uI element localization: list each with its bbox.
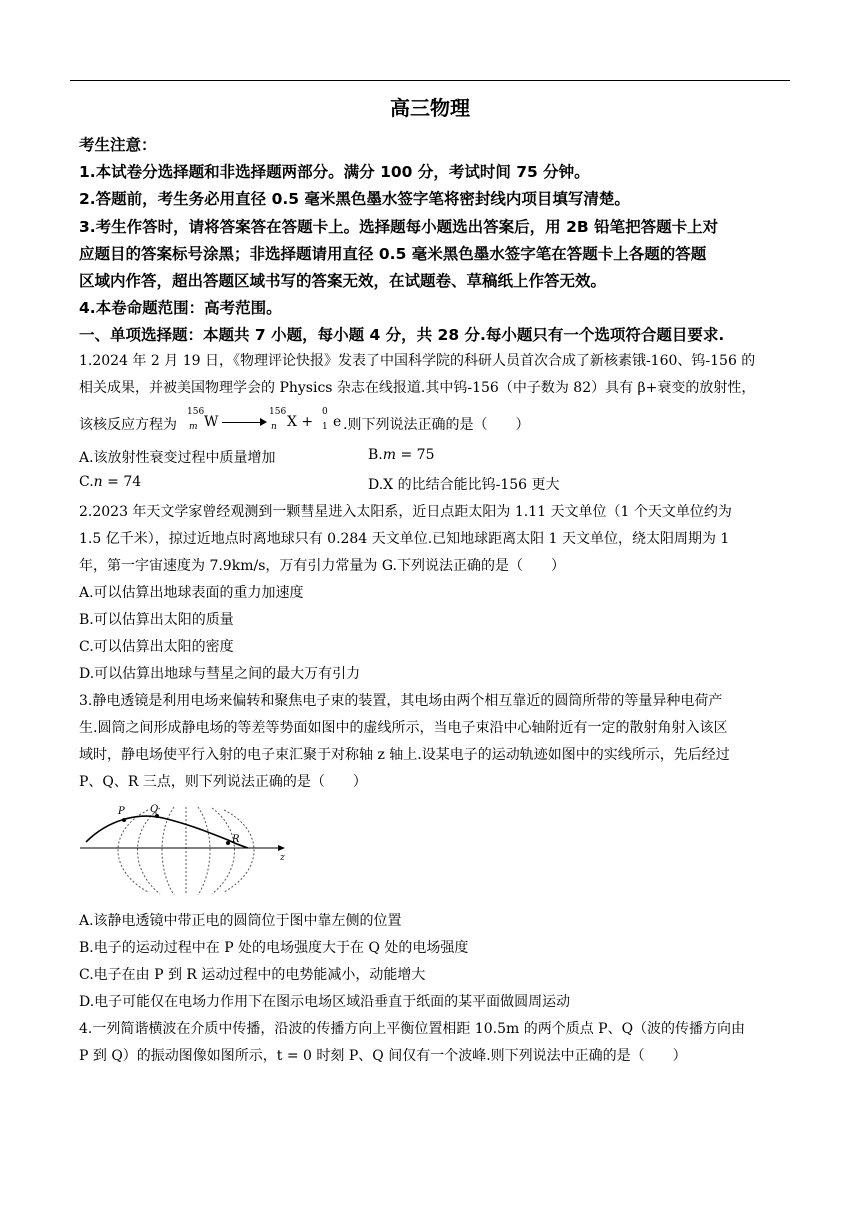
option-d: D.X 的比结合能比钨-156 更大 (368, 477, 560, 493)
question-text: 域时，静电场使平行入射的电子束汇聚于对称轴 z 轴上.设某电子的运动轨迹如图中的实线所示，先后经过 (79, 747, 730, 763)
header-rule (70, 80, 790, 81)
mass-number: 0 (322, 407, 328, 417)
question-text: 3.静电透镜是利用电场来偏转和聚焦电子束的装置，其电场由两个相互靠近的圆筒所带的等量异种电荷产 (79, 693, 723, 709)
atomic-number: 1 (322, 422, 328, 432)
point-r-marker (226, 841, 230, 845)
label-p: P (118, 806, 125, 817)
option-b: B.可以估算出太阳的质量 (79, 612, 234, 628)
label-q: Q (150, 804, 159, 815)
question-text: 年，第一宇宙速度为 7.9km/s，万有引力常量为 G.下列说法正确的是（ ） (79, 558, 565, 574)
notice-item: 区域内作答，超出答题区域书写的答案无效，在试题卷、草稿纸上作答无效。 (79, 272, 607, 290)
page-title: 高三物理 (390, 96, 470, 120)
equation-suffix: .则下列说法正确的是（ ） (343, 417, 530, 433)
option-c: C.电子在由 P 到 R 运动过程中的电势能减小，动能增大 (79, 967, 426, 983)
option-a: A.该放射性衰变过程中质量增加 (79, 450, 276, 466)
section-heading: 一、单项选择题：本题共 7 小题，每小题 4 分，共 28 分.每小题只有一个选项符合题目要求. (79, 326, 725, 344)
option-a: A.可以估算出地球表面的重力加速度 (79, 585, 304, 601)
question-text: P 到 Q）的振动图像如图所示，t = 0 时刻 P、Q 间仅有一个波峰.则下列说法中正确的是（ ） (79, 1048, 687, 1064)
mass-number: 156 (187, 407, 205, 417)
z-axis-arrow-icon (278, 845, 285, 851)
label-z: z (280, 853, 285, 863)
electron-trajectory (86, 816, 248, 848)
element-symbol: e (333, 414, 342, 430)
electrostatic-lens-figure (78, 800, 298, 900)
option-c: C.可以估算出太阳的密度 (79, 639, 234, 655)
question-text: 1.5 亿千米），掠过近地点时离地球只有 0.284 天文单位.已知地球距离太阳 1 天文单位，绕太阳周期为 1 (79, 531, 730, 547)
element-symbol: W (204, 414, 219, 430)
atomic-number: n (271, 422, 277, 432)
notice-item: 4.本卷命题范围：高考范围。 (79, 299, 282, 317)
question-text: P、Q、R 三点，则下列说法正确的是（ ） (79, 774, 367, 790)
mass-number: 156 (269, 407, 287, 417)
option-b: B.电子的运动过程中在 P 处的电场强度大于在 Q 处的电场强度 (79, 940, 469, 956)
notice-item: 2.答题前，考生务必用直径 0.5 毫米黑色墨水签字笔将密封线内项目填写清楚。 (79, 190, 630, 208)
reaction-arrow (222, 422, 262, 423)
notice-heading: 考生注意： (79, 136, 157, 154)
notice-item: 3.考生作答时，请将答案答在答题卡上。选择题每小题选出答案后，用 2B 铅笔把答题卡上对 (79, 218, 719, 236)
label-r: R (232, 834, 240, 845)
equation-prefix: 该核反应方程为 (79, 417, 177, 433)
point-p-marker (122, 818, 126, 822)
question-text: 2.2023 年天文学家曾经观测到一颗彗星进入太阳系，近日点距太阳为 1.11 天文单位（1 个天文单位约为 (79, 504, 732, 520)
question-text: 4.一列简谐横波在介质中传播，沿波的传播方向上平衡位置相距 10.5m 的两个质点 P、Q（波的传播方向由 (79, 1021, 746, 1037)
atomic-number: m (189, 422, 198, 432)
equipotential-lines (118, 807, 254, 895)
option-d: D.可以估算出地球与彗星之间的最大万有引力 (79, 666, 361, 682)
notice-item: 1.本试卷分选择题和非选择题两部分。满分 100 分，考试时间 75 分钟。 (79, 163, 590, 181)
question-text: 生.圆筒之间形成静电场的等差等势面如图中的虚线所示，当电子束沿中心轴附近有一定的散射角射入该区 (79, 720, 728, 736)
option-d: D.电子可能仅在电场力作用下在图示电场区域沿垂直于纸面的某平面做圆周运动 (79, 994, 571, 1010)
question-text: 1.2024 年 2 月 19 日，《物理评论快报》发表了中国科学院的科研人员首次合成了新核素锇-160、钨-156 的 (79, 353, 756, 369)
element-symbol: X + (287, 414, 314, 430)
option-b: B.m = 75 (368, 447, 435, 463)
notice-item: 应题目的答案标号涂黑；非选择题请用直径 0.5 毫米黑色墨水签字笔在答题卡上各题的答题 (79, 245, 707, 263)
option-a: A.该静电透镜中带正电的圆筒位于图中靠左侧的位置 (79, 913, 402, 929)
option-c: C.n = 74 (79, 474, 142, 490)
question-text: 相关成果，并被美国物理学会的 Physics 杂志在线报道.其中钨-156（中子数为 82）具有 β+衰变的放射性， (79, 380, 756, 396)
arrow-head-icon (260, 418, 267, 426)
